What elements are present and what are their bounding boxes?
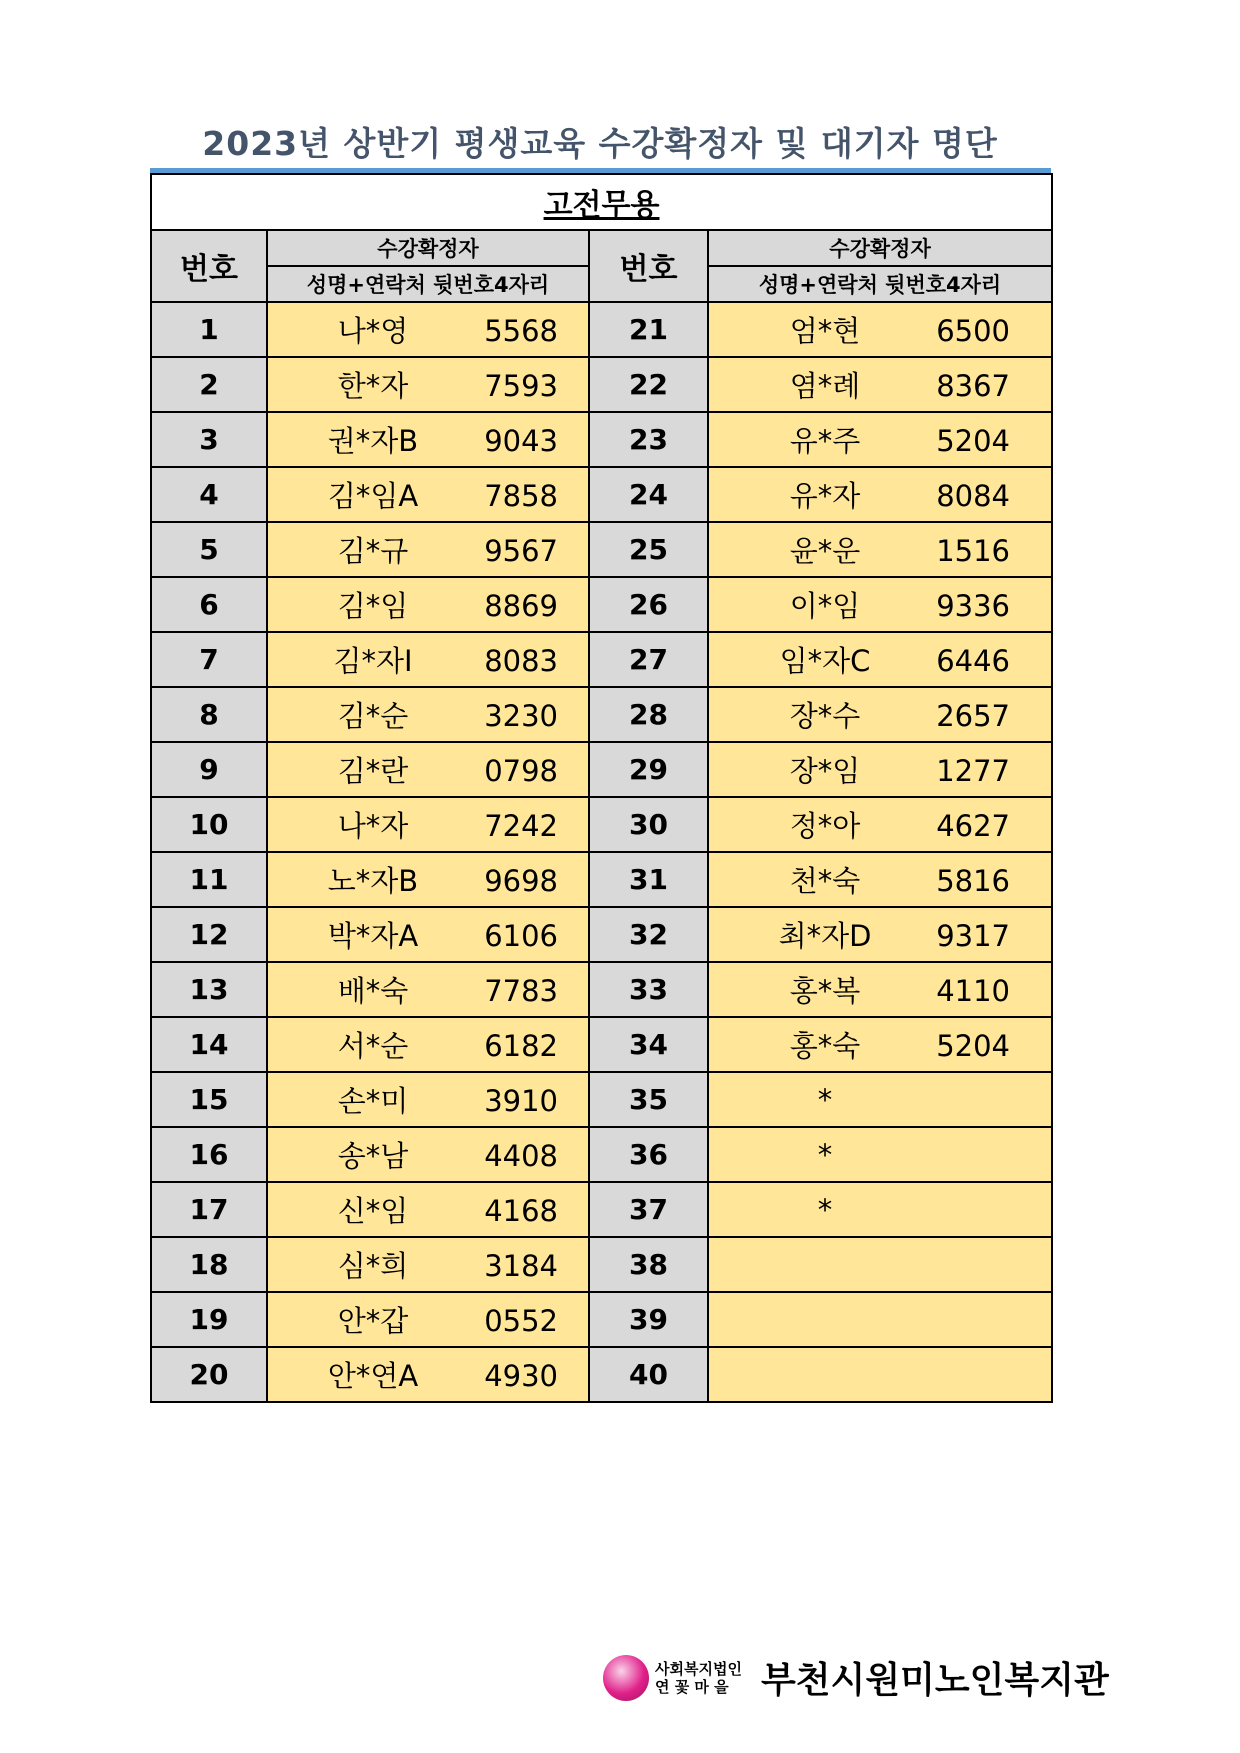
entry-cell (708, 357, 1052, 412)
table-row (151, 1072, 1052, 1127)
entry-phone: 4930 (484, 1359, 558, 1393)
entry-cell (708, 522, 1052, 577)
row-number: 26 (589, 577, 708, 632)
entry-name: 김*규 (337, 534, 409, 568)
row-number: 19 (151, 1292, 267, 1347)
entry-cell (267, 1237, 589, 1292)
entry-phone: 3184 (484, 1249, 558, 1283)
entry-name: 한*자 (337, 369, 409, 403)
row-number: 30 (589, 797, 708, 852)
entry-name: 나*자 (337, 809, 409, 843)
row-number: 6 (151, 577, 267, 632)
entry-phone: 1516 (936, 534, 1011, 568)
row-number: 24 (589, 467, 708, 522)
entry-name: 이*임 (789, 589, 861, 623)
entry-cell (267, 1292, 589, 1347)
entry-phone: 4168 (484, 1194, 558, 1228)
entry-cell (708, 1127, 1052, 1182)
entry-name: 나*영 (337, 314, 409, 348)
entry-name: 안*연A (327, 1359, 419, 1393)
row-number: 10 (151, 797, 267, 852)
entry-cell (267, 742, 589, 797)
entry-cell (267, 852, 589, 907)
entry-cell (708, 1292, 1052, 1347)
table-row (151, 1237, 1052, 1292)
row-number: 21 (589, 302, 708, 357)
row-number: 1 (151, 302, 267, 357)
row-number: 15 (151, 1072, 267, 1127)
row-number: 5 (151, 522, 267, 577)
entry-cell (708, 1182, 1052, 1237)
entry-phone: 3910 (484, 1084, 558, 1118)
table-row (151, 412, 1052, 467)
header-name-phone: 성명+연락처 뒷번호4자리 (267, 266, 589, 302)
entry-cell (267, 1127, 589, 1182)
entry-name: 임*자C (779, 644, 871, 678)
entry-name: 정*아 (789, 809, 861, 843)
entry-phone: 5816 (936, 864, 1011, 898)
entry-phone: 9043 (484, 424, 558, 458)
header-confirmed: 수강확정자 (708, 230, 1052, 266)
row-number: 33 (589, 962, 708, 1017)
header-name-phone: 성명+연락처 뒷번호4자리 (708, 266, 1052, 302)
entry-cell (267, 632, 589, 687)
entry-phone: 8084 (936, 479, 1011, 513)
entry-cell (708, 907, 1052, 962)
row-number: 37 (589, 1182, 708, 1237)
entry-phone: 1277 (936, 754, 1011, 788)
entry-name: 김*순 (337, 699, 409, 733)
row-number: 34 (589, 1017, 708, 1072)
entry-cell (267, 467, 589, 522)
org-small-2: 연 꽃 마 을 (655, 1677, 729, 1696)
entry-cell (708, 577, 1052, 632)
entry-cell (708, 687, 1052, 742)
entry-name: 김*란 (337, 754, 409, 788)
table-row (151, 962, 1052, 1017)
entry-name: * (817, 1082, 833, 1117)
entry-name: 송*남 (337, 1139, 409, 1173)
row-number: 13 (151, 962, 267, 1017)
table-row (151, 687, 1052, 742)
entry-cell (708, 797, 1052, 852)
entry-phone: 6106 (484, 919, 558, 953)
entry-phone: 9567 (484, 534, 558, 568)
table-row (151, 357, 1052, 412)
page-title: 2023년 상반기 평생교육 수강확정자 및 대기자 명단 (202, 124, 998, 163)
entry-phone: 4408 (484, 1139, 558, 1173)
row-number: 38 (589, 1237, 708, 1292)
row-number: 3 (151, 412, 267, 467)
row-number: 9 (151, 742, 267, 797)
entry-cell (708, 1237, 1052, 1292)
entry-phone: 3230 (484, 699, 558, 733)
table-row (151, 1017, 1052, 1072)
table-row (151, 852, 1052, 907)
roster-table (150, 173, 1053, 1403)
entry-name: 엄*현 (789, 314, 861, 348)
row-number: 40 (589, 1347, 708, 1402)
org-small-1: 사회복지법인 (655, 1659, 742, 1678)
entry-phone: 7593 (484, 369, 558, 403)
entry-cell (267, 797, 589, 852)
entry-cell (267, 687, 589, 742)
entry-name: 윤*운 (789, 534, 861, 568)
entry-phone: 6446 (936, 644, 1011, 678)
row-number: 20 (151, 1347, 267, 1402)
table-row (151, 1292, 1052, 1347)
table-row (151, 577, 1052, 632)
row-number: 7 (151, 632, 267, 687)
org-subtitle (655, 1660, 755, 1696)
row-number: 39 (589, 1292, 708, 1347)
entry-name: 배*숙 (337, 974, 409, 1008)
entry-name: 심*희 (337, 1249, 409, 1283)
table-row (151, 907, 1052, 962)
course-name-text: 고전무용 (543, 188, 660, 223)
table-row (151, 1127, 1052, 1182)
entry-cell (708, 1347, 1052, 1402)
entry-cell (267, 357, 589, 412)
entry-name: 서*순 (337, 1029, 409, 1063)
entry-cell (708, 742, 1052, 797)
table-row (151, 302, 1052, 357)
header-number: 번호 (589, 230, 708, 302)
entry-name: 김*자I (333, 644, 413, 678)
entry-name: 신*임 (337, 1194, 409, 1228)
entry-name: 권*자B (327, 424, 419, 458)
entry-cell (267, 1182, 589, 1237)
entry-phone: 8083 (484, 644, 558, 678)
row-number: 29 (589, 742, 708, 797)
entry-phone: 9317 (936, 919, 1011, 953)
header-confirmed: 수강확정자 (267, 230, 589, 266)
header-number: 번호 (151, 230, 267, 302)
entry-phone: 6500 (936, 314, 1011, 348)
org-name: 부천시원미노인복지관 (761, 1660, 1109, 1701)
entry-name: * (817, 1192, 833, 1227)
row-number: 18 (151, 1237, 267, 1292)
entry-cell (267, 1072, 589, 1127)
row-number: 32 (589, 907, 708, 962)
entry-name: 염*례 (789, 369, 861, 403)
entry-cell (708, 962, 1052, 1017)
row-number: 17 (151, 1182, 267, 1237)
entry-cell (708, 467, 1052, 522)
row-number: 12 (151, 907, 267, 962)
row-number: 31 (589, 852, 708, 907)
entry-cell (267, 577, 589, 632)
org-logo (603, 1652, 1109, 1703)
entry-cell (267, 1017, 589, 1072)
row-number: 4 (151, 467, 267, 522)
row-number: 27 (589, 632, 708, 687)
row-number: 16 (151, 1127, 267, 1182)
entry-phone: 9698 (484, 864, 558, 898)
entry-phone: 9336 (936, 589, 1011, 623)
entry-name: 홍*숙 (789, 1029, 861, 1063)
table-row (151, 797, 1052, 852)
entry-phone: 5568 (484, 314, 558, 348)
table-row (151, 742, 1052, 797)
entry-name: * (817, 1137, 833, 1172)
entry-cell (267, 907, 589, 962)
row-number: 11 (151, 852, 267, 907)
lotus-logo-icon (603, 1655, 649, 1701)
entry-phone: 0798 (484, 754, 558, 788)
entry-phone: 8869 (484, 589, 558, 623)
entry-phone: 5204 (936, 1029, 1011, 1063)
entry-phone: 4110 (936, 974, 1011, 1008)
course-name (151, 174, 1052, 230)
entry-cell (708, 632, 1052, 687)
entry-cell (267, 1347, 589, 1402)
entry-cell (708, 412, 1052, 467)
entry-cell (267, 412, 589, 467)
entry-name: 유*자 (789, 479, 861, 513)
row-number: 25 (589, 522, 708, 577)
entry-name: 김*임 (337, 589, 409, 623)
entry-phone: 8367 (936, 369, 1011, 403)
row-number: 23 (589, 412, 708, 467)
entry-name: 유*주 (789, 424, 861, 458)
row-number: 35 (589, 1072, 708, 1127)
entry-phone: 7242 (484, 809, 558, 843)
table-row (151, 1182, 1052, 1237)
table-row (151, 1347, 1052, 1402)
row-number: 36 (589, 1127, 708, 1182)
entry-phone: 4627 (936, 809, 1011, 843)
entry-cell (708, 852, 1052, 907)
entry-cell (267, 302, 589, 357)
row-number: 8 (151, 687, 267, 742)
entry-name: 천*숙 (789, 864, 861, 898)
entry-phone: 5204 (936, 424, 1011, 458)
entry-cell (708, 302, 1052, 357)
row-number: 2 (151, 357, 267, 412)
entry-name: 김*임A (327, 479, 419, 513)
entry-cell (708, 1072, 1052, 1127)
entry-name: 박*자A (327, 919, 419, 953)
entry-name: 최*자D (778, 919, 872, 953)
entry-cell (708, 1017, 1052, 1072)
entry-cell (267, 522, 589, 577)
row-number: 28 (589, 687, 708, 742)
entry-cell (267, 962, 589, 1017)
entry-name: 안*갑 (337, 1304, 409, 1338)
entry-phone: 0552 (484, 1304, 558, 1338)
entry-phone: 2657 (936, 699, 1011, 733)
table-row (151, 632, 1052, 687)
row-number: 22 (589, 357, 708, 412)
entry-name: 노*자B (327, 864, 419, 898)
entry-name: 장*임 (789, 754, 861, 788)
entry-phone: 6182 (484, 1029, 558, 1063)
table-row (151, 522, 1052, 577)
entry-phone: 7783 (484, 974, 558, 1008)
entry-phone: 7858 (484, 479, 558, 513)
row-number: 14 (151, 1017, 267, 1072)
table-row (151, 467, 1052, 522)
entry-name: 홍*복 (789, 974, 861, 1008)
entry-name: 손*미 (337, 1084, 409, 1118)
entry-name: 장*수 (789, 699, 861, 733)
